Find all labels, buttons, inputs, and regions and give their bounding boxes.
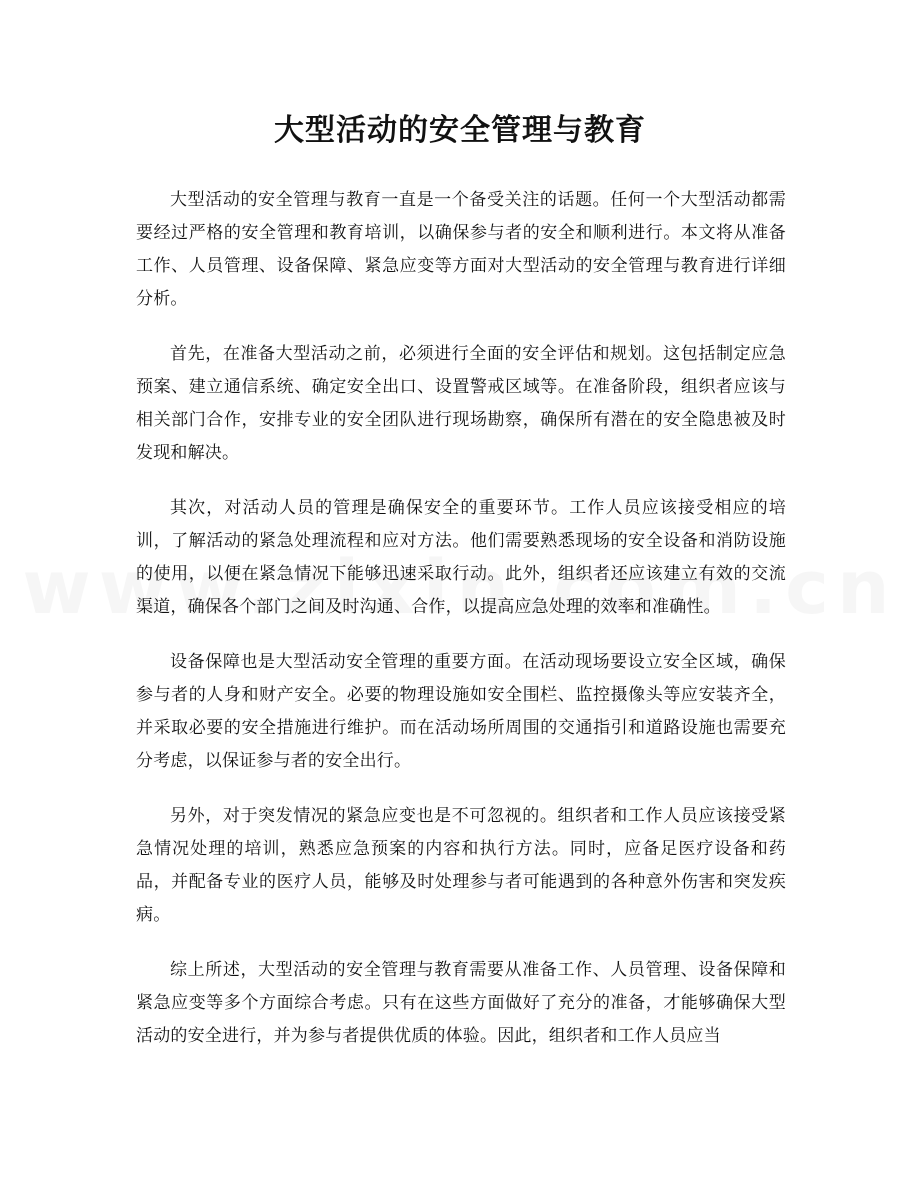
paragraph-emergency: 另外，对于突发情况的紧急应变也是不可忽视的。组织者和工作人员应该接受紧急情况处理的培训，熟悉应急预案的内容和执行方法。同时，应备足医疗设备和药品，并配备专业的医疗人员，能够及时处理参与者可能遇到的各种意外伤害和突发疾病。: [136, 806, 786, 925]
paragraph-intro: 大型活动的安全管理与教育一直是一个备受关注的话题。任何一个大型活动都需要经过严格的安全管理和教育培训，以确保参与者的安全和顺利进行。本文将从准备工作、人员管理、设备保障、紧急应变等方面对大型活动的安全管理与教育进行详细分析。: [136, 190, 786, 309]
document-body: [136, 184, 786, 1075]
paragraph-preparation: 首先，在准备大型活动之前，必须进行全面的安全评估和规划。这包括制定应急预案、建立通信系统、确定安全出口、设置警戒区域等。在准备阶段，组织者应该与相关部门合作，安排专业的安全团队进行现场勘察，确保所有潜在的安全隐患被及时发现和解决。: [136, 344, 786, 463]
document-title: 大型活动的安全管理与教育: [274, 113, 646, 148]
paragraph-equipment: 设备保障也是大型活动安全管理的重要方面。在活动现场要设立安全区域，确保参与者的人身和财产安全。必要的物理设施如安全围栏、监控摄像头等应安装齐全，并采取必要的安全措施进行维护。而在活动场所周围的交通指引和道路设施也需要充分考虑，以保证参与者的安全出行。: [136, 652, 786, 771]
paragraph-personnel: 其次，对活动人员的管理是确保安全的重要环节。工作人员应该接受相应的培训，了解活动的紧急处理流程和应对方法。他们需要熟悉现场的安全设备和消防设施的使用，以便在紧急情况下能够迅速采取行动。此外，组织者还应该建立有效的交流渠道，确保各个部门之间及时沟通、合作，以提高应急处理的效率和准确性。: [136, 498, 786, 617]
paragraph-summary: 综上所述，大型活动的安全管理与教育需要从准备工作、人员管理、设备保障和紧急应变等多个方面综合考虑。只有在这些方面做好了充分的准备，才能够确保大型活动的安全进行，并为参与者提供优质的体验。因此，组织者和工作人员应当: [136, 960, 786, 1046]
